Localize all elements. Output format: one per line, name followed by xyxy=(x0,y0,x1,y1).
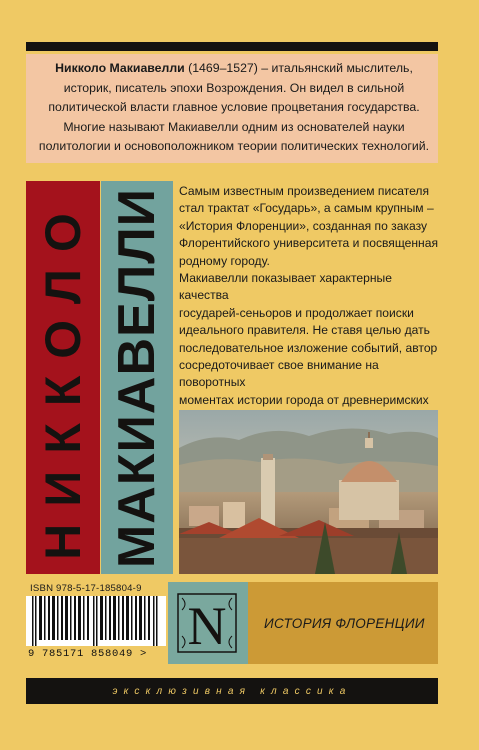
book-title-plate xyxy=(168,582,438,664)
barcode-area xyxy=(26,582,166,664)
desc-line: стал трактат «Государь», а самым крупным – xyxy=(179,201,434,216)
top-bar xyxy=(26,42,438,51)
intro-line: Многие называют Макиавелли одним из основателей науки xyxy=(63,119,405,134)
desc-line: Самым известным произведением писателя xyxy=(179,184,430,198)
desc-line: государей-сеньоров и продолжает поиски xyxy=(179,305,414,320)
author-last-name-band xyxy=(101,181,173,574)
desc-line: Макиавелли показывает характерные качества xyxy=(179,271,392,303)
author-first-name-band xyxy=(26,181,100,574)
author-first-name: НИККОЛО xyxy=(35,195,91,560)
barcode-image xyxy=(26,596,166,646)
isbn-number: ISBN 978-5-17-185804-9 xyxy=(30,583,142,594)
author-intro xyxy=(26,54,438,163)
desc-line: родному городу. xyxy=(179,253,270,268)
florence-painting xyxy=(179,410,438,574)
desc-line: «История Флоренции», созданная по заказу xyxy=(179,218,428,233)
desc-line: идеального правителя. Не ставя целью дать xyxy=(179,323,430,338)
book-description xyxy=(179,183,441,427)
barcode-bars xyxy=(26,596,166,646)
logo-letter: N xyxy=(187,596,227,656)
desc-line: сосредоточивает свое внимание на поворотных xyxy=(179,358,379,390)
intro-line: историк, писатель эпохи Возрождения. Он видел в сильной xyxy=(63,80,405,95)
desc-line: Флорентийского университета и посвященная xyxy=(179,236,439,251)
intro-line: (1469–1527) – итальянский мыслитель, xyxy=(184,61,413,75)
intro-line: политологии и основоположником теории политических технологий. xyxy=(38,139,430,153)
florence-cityscape-image xyxy=(179,410,438,574)
desc-line: моментах истории города от древнеримских xyxy=(179,392,429,407)
desc-line: последовательное изложение событий, автор xyxy=(179,340,438,355)
intro-line: политической власти главное условие процветания государства. xyxy=(48,100,420,114)
n-logo-icon xyxy=(168,582,248,664)
author-last-name: МАКИАВЕЛЛИ xyxy=(108,187,166,568)
author-name: Никколо Макиавелли xyxy=(55,61,185,75)
publisher-logo xyxy=(168,582,248,664)
book-title: ИСТОРИЯ ФЛОРЕНЦИИ xyxy=(264,615,425,631)
series-label: эксклюзивная классика xyxy=(112,685,352,697)
series-bar xyxy=(26,678,438,704)
barcode-digits: 9 785171 858049 > xyxy=(28,648,148,660)
